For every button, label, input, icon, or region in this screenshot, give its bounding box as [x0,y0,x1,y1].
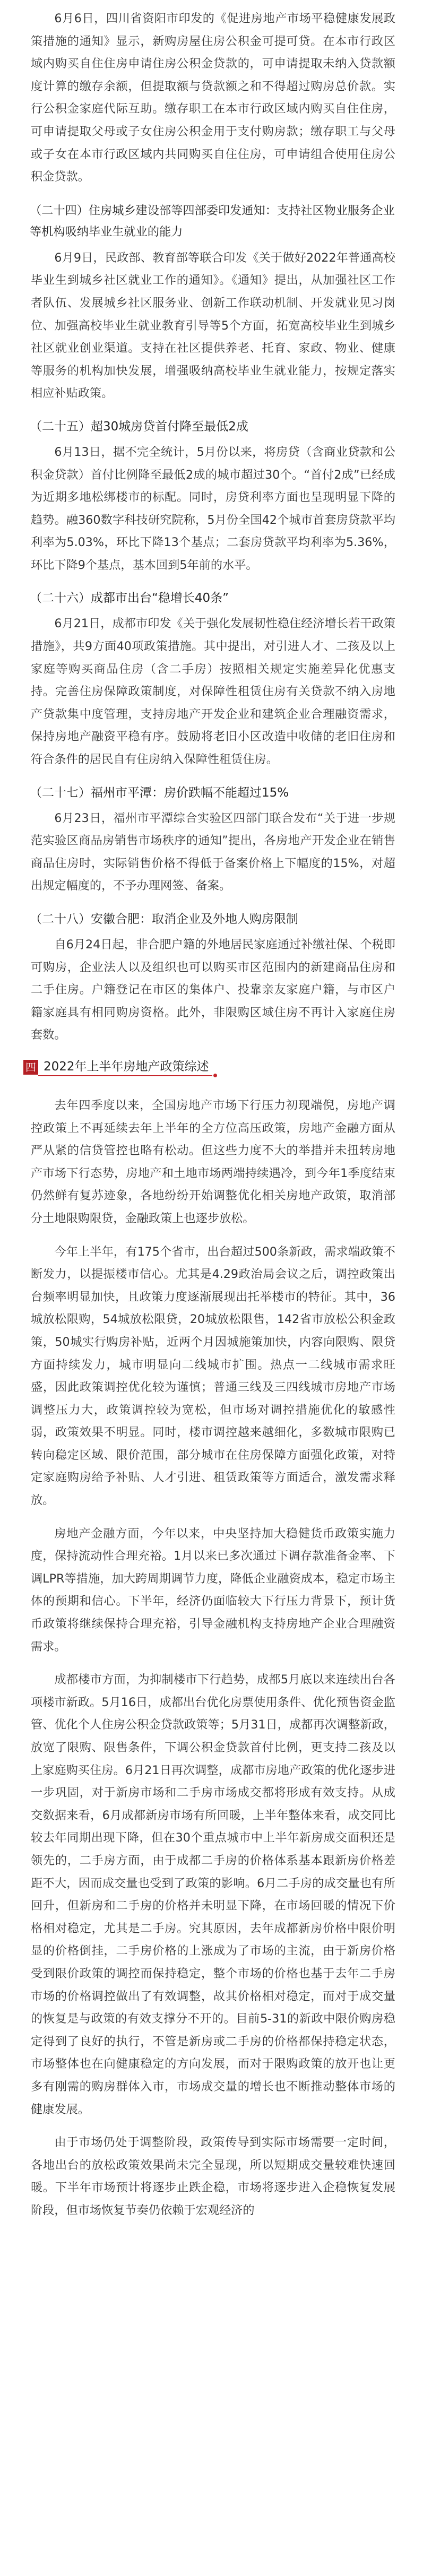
summary-paragraph: 今年上半年，有175个省市，出台超过500条新政，需求端政策不断发力，以提振楼市信心。尤其是4.29政治局会议之后，调控政策出台频率明显加快，且政策力度逐渐展现出托举楼市的特征。其中，36城放松限购，54城放松限贷，20城放松限售，142省市放松公积金政策，50城实行购房补贴，近两个月因城施策加快，内容向限购、限贷方面持续发力，城市明显向二线城市扩围。热点一二线城市需求旺盛，因此政策调控优化较为谨慎；普通三线及三四线城市房地产市场调整压力大，政策调控较为宽松，但市场对调控措施优化的敏感性弱，政策效果不明显。同时，楼市调控越来越细化，多数城市限购已转向稳定区域、限价范围，部分城市在住房保障方面强化政策，对特定家庭购房给予补贴、人才引进、租赁政策等方面适合，激发需求释放。 [31,1244,395,1508]
section-24 [31,200,395,405]
section-residence-fund [31,7,395,188]
section-heading: （二十七）福州市平潭：房价跌幅不能超过15% [30,785,289,800]
section-27 [31,783,395,897]
summary-paragraph: 房地产金融方面，今年以来，中央坚持加大稳健货币政策实施力度，保持流动性合理充裕。1月以来已多次通过下调存款准备金率、下调LPR等措施，加大跨周期调节力度，降低企业融资成本，稳定市场主体的预期和信心。下半年，经济仍面临较大下行压力背景下，预计货币政策将继续保持合理充裕，引导金融机构支持房地产企业合理融资需求。 [31,1526,395,1654]
section-heading: （二十六）成都市出台“稳增长40条” [30,591,229,606]
section-paragraph: 6月21日，成都市印发《关于强化发展韧性稳住经济增长若干政策措施》，共9方面40项政策措施。其中提出，对引进人才、二孩及以上家庭等购买商品住房（含二手房）按照相关规定实施差异化优惠支持。完善住房保障政策制度，对保障性租赁住房有关贷款不纳入房地产贷款集中度管理，支持房地产开发企业和建筑企业合理融资需求，保持房地产融资平稳有序。鼓励将老旧小区改造中收储的老旧住房和符合条件的居民自有住房纳入保障性租赁住房。 [31,617,395,767]
chapter-number-badge: 四 [23,1060,38,1075]
section-paragraph: 自6月24日起，非合肥户籍的外地居民家庭通过补缴社保、个税即可购房，企业法人以及组织也可以购买市区范围内的新建商品住房和二手住房。户籍登记在市区的集体户、投靠亲友家庭户籍，与市区户籍家庭具有相同购房资格。此外，非限购区域住房不再计入家庭住房套数。 [31,938,395,1042]
section-28 [31,909,395,1047]
section-heading: （二十四）住房城乡建设部等四部委印发通知：支持社区物业服务企业等机构吸纳毕业生就业的能力 [30,203,395,239]
section-heading: （二十五）超30城房贷首付降至最低2成 [30,419,248,434]
section-paragraph: 6月9日，民政部、教育部等联合印发《关于做好2022年普通高校毕业生到城乡社区就业工作的通知》。《通知》提出，从加强社区工作者队伍、发展城乡社区服务业、创新工作联动机制、开发就业见习岗位、加强高校毕业生就业教育引导等5个方面，拓宽高校毕业生到城乡社区就业创业渠道。支持在社区提供养老、托育、家政、物业、健康等服务的机构加快发展，增强吸纳高校毕业生就业能力，按规定落实相应补贴政策。 [31,250,395,401]
section-25 [31,417,395,577]
chapter-title: 2022年上半年房地产政策综述 [38,1058,212,1076]
section-paragraph: 6月6日，四川省资阳市印发的《促进房地产市场平稳健康发展政策措施的通知》显示，新购房屋住房公积金可提可贷。在本市行政区域内购买自住住房申请住房公积金贷款的，可申请提取未纳入贷款额度计算的缴存余额，但提取额与贷款额之和不得超过购房总价款。实行公积金家庭代际互助。缴存职工在本市行政区域内购买自住住房，可申请提取父母或子女住房公积金用于支付购房款；缴存职工与父母或子女在本市行政区域内共同购买自住住房，可申请组合使用住房公积金贷款。 [31,12,395,184]
section-paragraph: 6月13日，据不完全统计，5月份以来，将房贷（含商业贷款和公积金贷款）首付比例降至最低2成的城市超过30个。“首付2成”已经成为近期多地松绑楼市的标配。同时，房贷利率方面也呈现明显下降的趋势。融360数字科技研究院称，5月份全国42个城市首套房贷款平均利率为5.03%，环比下降13个基点；二套房贷款平均利率为5.36%，环比下降9个基点，基本回到5年前的水平。 [31,445,395,572]
section-paragraph: 6月23日，福州市平潭综合实验区四部门联合发布“关于进一步规范实验区商品房销售市场秩序的通知”提出，各房地产开发企业在销售商品住房时，实际销售价格不得低于备案价格上下幅度的15%，对超出规定幅度的，不予办理网签、备案。 [31,811,395,893]
chapter-heading [23,1058,395,1076]
summary-paragraph: 成都楼市方面，为抑制楼市下行趋势，成都5月底以来连续出台各项楼市新政。5月16日，成都出台优化房票使用条件、优化预售资金监管、优化个人住房公积金贷款政策等；5月31日，成都再次调整新政，放宽了限购、限售条件，下调公积金贷款首付比例，更支持二孩及以上家庭购买住房。6月21日再次调整，成都市房地产政策的优化逐步进一步巩固，对于新房市场和二手房市场成交都将形成有效支持。从成交数据来看，6月成都新房市场有所回暖，上半年整体来看，成交同比较去年同期出现下降，但在30个重点城市中上半年新房成交面积还是领先的，二手房方面，由于成都二手房的价格体系基本跟新房价格差距不大，因而成交量也受到了政策的影响。6月二手房的成交量也有所回升，但新房和二手房的价格并未明显下降，在市场回暖的情况下价格相对稳定，尤其是二手房。究其原因，去年成都新房价格中限价明显的价格倒挂，二手房价格的上涨成为了市场的主流，由于新房价格受到限价政策的调控而保持稳定，整个市场的价格也基于去年二手房市场的价格调控做出了有效调整，故其价格相对稳定，而对于成交量的恢复是与政策的有效支撑分不开的。目前5-31的新政中限价购房稳定得到了良好的执行，不管是新房或二手房的价格都保持稳定状态，市场整体也在向健康稳定的方向发展，而对于限购政策的放开也让更多有刚需的购房群体入市，市场成交量的增长也不断推动整体市场的健康发展。 [31,1673,395,2116]
section-26 [31,588,395,771]
chapter-body [31,1094,395,2222]
section-heading: （二十八）安徽合肥：取消企业及外地人购房限制 [30,912,298,926]
summary-paragraph: 由于市场仍处于调整阶段，政策传导到实际市场需要一定时间，各地出台的放松政策效果尚未完全显现，所以短期成交量较难快速回暖。下半年市场预计将逐步止跌企稳，市场将逐步进入企稳恢复发展阶段，但市场恢复节奏仍依赖于宏观经济的 [31,2136,395,2217]
summary-paragraph: 去年四季度以来，全国房地产市场下行压力初现端倪，房地产调控政策上不再延续去年上半年的全方位高压政策，房地产金融方面从严从紧的信贷管控也略有松动。但这些力度不大的举措并未扭转房地产市场下行态势，房地产和土地市场两端持续遇冷，到今年1季度结束仍然鲜有复苏迹象，各地纷纷开始调整优化相关房地产政策，取消部分土地限购限贷，金融政策上也逐步放松。 [31,1098,395,1225]
chapter-underline-dot [213,1074,217,1077]
